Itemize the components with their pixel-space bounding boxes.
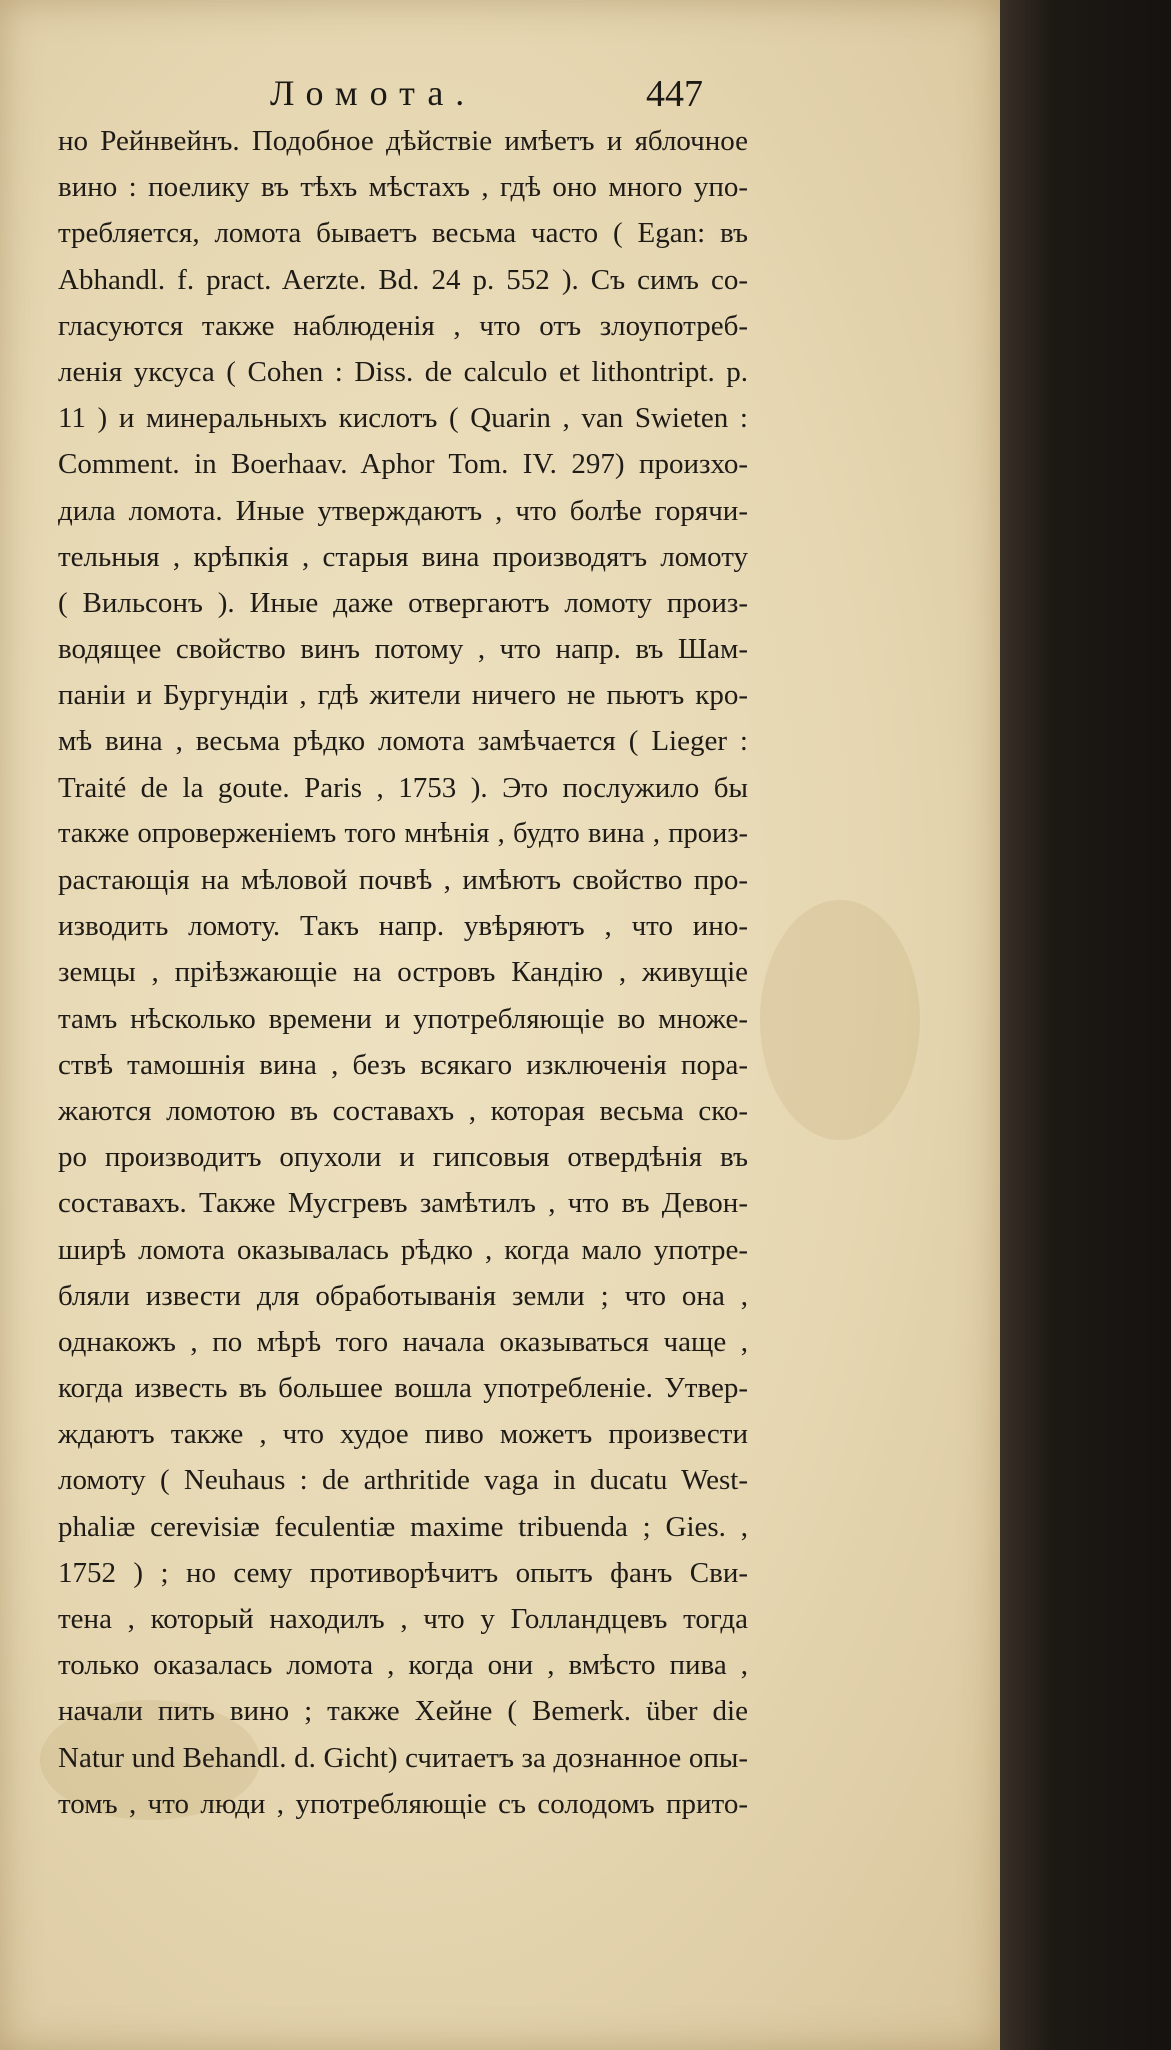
text-line: Abhandl. f. pract. Aerzte. Bd. 24 p. 552 ). Съ симъ со- xyxy=(58,263,748,296)
text-line: ширѣ ломота оказывалась рѣдко , когда мало употре- xyxy=(58,1233,748,1266)
text-line: земцы , пріѣзжающіе на островъ Кандію , живущіе xyxy=(58,956,748,989)
text-line: 1752 ) ; но сему противорѣчитъ опытъ фанъ Сви- xyxy=(58,1556,748,1589)
text-line: томъ , что люди , употребляющіе съ солодомъ прито- xyxy=(58,1787,748,1820)
text-line: Traité de la goute. Paris , 1753 ). Это послужило бы xyxy=(58,771,748,804)
text-line: phaliæ cerevisiæ feculentiæ maxime tribuenda ; Gies. , xyxy=(58,1510,748,1543)
text-line: также опроверженіемъ того мнѣнія , будто вина , произ- xyxy=(58,817,748,849)
paper-stain xyxy=(760,900,920,1140)
text-line: тена , который находилъ , что у Голландцевъ тогда xyxy=(58,1603,748,1635)
text-line: ленія уксуса ( Cohen : Diss. de calculo et lithontript. p. xyxy=(58,355,748,388)
text-line: начали пить вино ; также Хейне ( Bemerk. über die xyxy=(58,1695,748,1728)
text-line: требляется, ломота бываетъ весьма часто ( Egan: въ xyxy=(58,217,748,250)
text-line: когда известь въ большее вошла употребленіе. Утвер- xyxy=(58,1372,748,1405)
running-title: Ломота. xyxy=(270,73,477,113)
text-line: дила ломота. Иные утверждаютъ , что болѣе горячи- xyxy=(58,494,748,527)
text-line: ждаютъ также , что худое пиво можетъ произвести xyxy=(58,1418,748,1451)
text-line: только оказалась ломота , когда они , вмѣсто пива , xyxy=(58,1649,748,1682)
text-line: Comment. in Boerhaav. Aphor Tom. IV. 297) произхо- xyxy=(58,448,748,481)
text-line: ломоту ( Neuhaus : de arthritide vaga in ducatu West- xyxy=(58,1464,748,1497)
text-line: бляли извести для обработыванія земли ; что она , xyxy=(58,1279,748,1312)
page-edge-shadow xyxy=(1000,0,1171,2050)
page-number: 447 xyxy=(646,73,703,115)
text-line: изводить ломоту. Такъ напр. увѣряютъ , что ино- xyxy=(58,910,748,943)
text-line: Natur und Behandl. d. Gicht) считаетъ за дознанное опы- xyxy=(58,1741,748,1774)
text-line: паніи и Бургундіи , гдѣ жители ничего не пьютъ кро- xyxy=(58,679,748,712)
text-line: составахъ. Также Мусгревъ замѣтилъ , что въ Девон- xyxy=(58,1187,748,1220)
text-line: тельныя , крѣпкія , старыя вина производятъ ломоту xyxy=(58,540,748,573)
text-line: однакожъ , по мѣрѣ того начала оказываться чаще , xyxy=(58,1325,748,1358)
text-line: тамъ нѣсколько времени и употребляющіе во множе- xyxy=(58,1002,748,1035)
text-line: водящее свойство винъ потому , что напр. въ Шам- xyxy=(58,633,748,666)
text-line: мѣ вина , весьма рѣдко ломота замѣчается ( Lieger : xyxy=(58,725,748,758)
text-line: жаются ломотою въ составахъ , которая весьма ско- xyxy=(58,1094,748,1127)
text-line: ствѣ тамошнія вина , безъ всякаго изключенія пора- xyxy=(58,1048,748,1081)
text-line: гласуются также наблюденія , что отъ злоупотреб- xyxy=(58,309,748,342)
text-line: растающія на мѣловой почвѣ , имѣютъ свойство про- xyxy=(58,864,748,896)
text-line: 11 ) и минеральныхъ кислотъ ( Quarin , van Swieten : xyxy=(58,402,748,435)
text-line: ро производитъ опухоли и гипсовыя отвердѣнія въ xyxy=(58,1141,748,1174)
text-line: вино : поелику въ тѣхъ мѣстахъ , гдѣ оно много упо- xyxy=(58,171,748,204)
text-line: ( Вильсонъ ). Иные даже отвергаютъ ломоту произ- xyxy=(58,586,748,619)
page-header xyxy=(0,72,1000,122)
text-line: но Рейнвейнъ. Подобное дѣйствіе имѣетъ и яблочное xyxy=(58,125,748,157)
body-text xyxy=(58,118,748,1827)
